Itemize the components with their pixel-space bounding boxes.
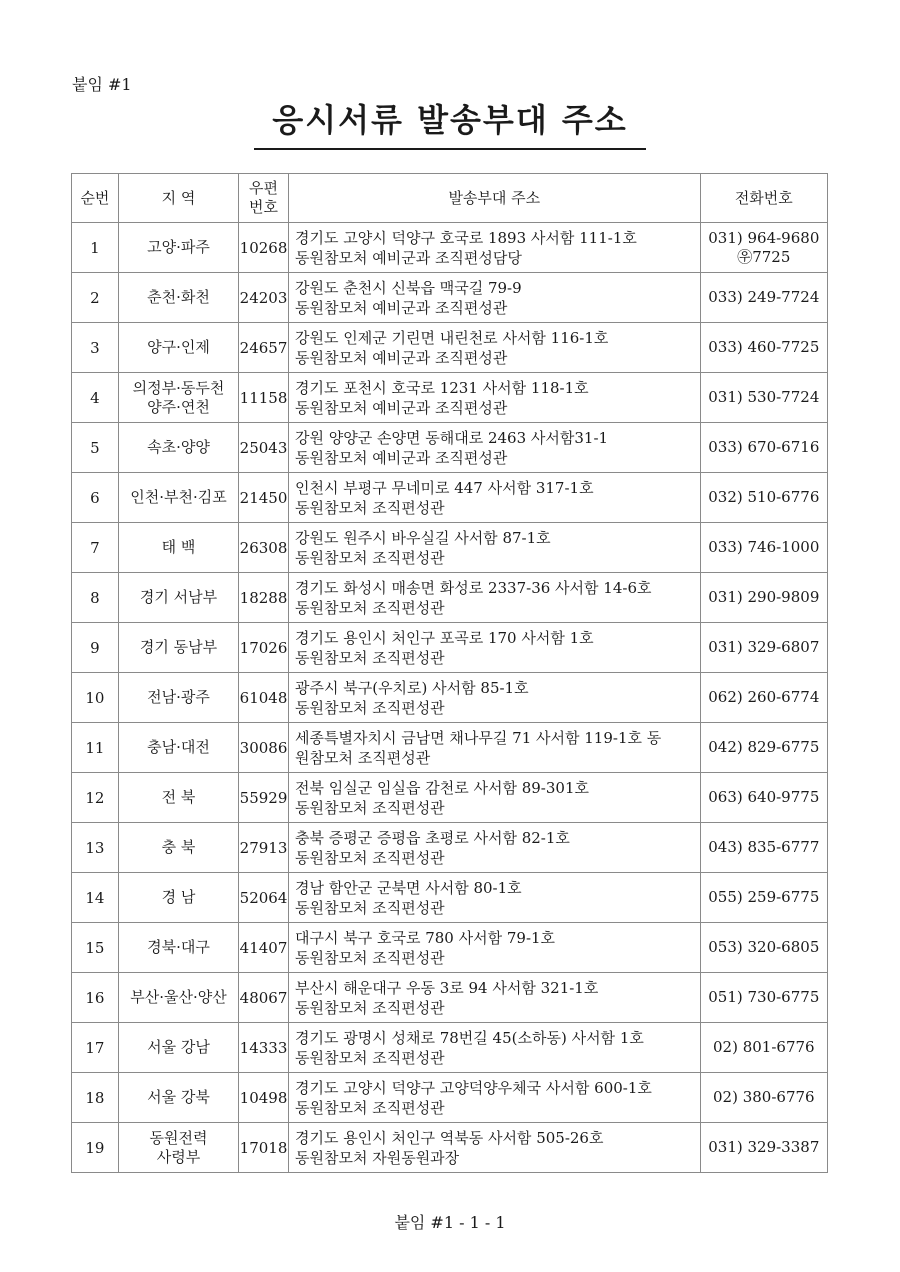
row-address-line2: 동원참모처 조직편성관 — [295, 998, 445, 1017]
row-phone-line2: ㉾7725 — [737, 247, 791, 266]
row-address-line2: 동원참모처 조직편성관 — [295, 898, 445, 917]
row-address-line2: 동원참모처 조직편성관 — [295, 948, 445, 967]
row-address-line1: 경기도 고양시 덕양구 고양덕양우체국 사서함 600-1호 — [295, 1078, 652, 1097]
row-address-line1: 경기도 광명시 성채로 78번길 45(소하동) 사서함 1호 — [295, 1028, 644, 1047]
row-phone-line1: 031) 290-9809 — [708, 588, 820, 606]
table-row — [72, 723, 828, 773]
row-address — [289, 1023, 701, 1073]
row-region — [118, 523, 238, 573]
row-address — [289, 673, 701, 723]
header-region: 지 역 — [118, 174, 238, 223]
row-region — [118, 373, 238, 423]
row-phone — [700, 773, 827, 823]
row-region-line1: 부산·울산·양산 — [130, 988, 227, 1006]
row-address-line1: 강원 양양군 손양면 동해대로 2463 사서함31-1 — [295, 428, 609, 447]
row-region-line1: 동원전력 — [149, 1128, 208, 1147]
row-address — [289, 623, 701, 673]
row-address — [289, 1073, 701, 1123]
row-zip: 14333 — [239, 1023, 289, 1073]
row-address-line2: 동원참모처 조직편성관 — [295, 698, 445, 717]
row-phone — [700, 473, 827, 523]
row-address — [289, 873, 701, 923]
row-number: 14 — [72, 873, 119, 923]
row-region-line1: 양구·인제 — [147, 338, 210, 356]
row-phone-line1: 033) 460-7725 — [708, 338, 820, 356]
row-phone-line1: 053) 320-6805 — [708, 938, 820, 956]
table-row — [72, 473, 828, 523]
row-region — [118, 723, 238, 773]
row-phone — [700, 723, 827, 773]
table-row — [72, 323, 828, 373]
row-number: 6 — [72, 473, 119, 523]
row-phone — [700, 223, 827, 273]
row-region — [118, 1023, 238, 1073]
row-zip: 24657 — [239, 323, 289, 373]
row-address-line2: 동원참모처 조직편성관 — [295, 498, 445, 517]
row-zip: 18288 — [239, 573, 289, 623]
row-phone — [700, 273, 827, 323]
title-underline — [254, 148, 646, 150]
row-region-line1: 고양·파주 — [147, 238, 210, 256]
row-region-line1: 경 남 — [161, 888, 196, 906]
row-phone — [700, 923, 827, 973]
table-row — [72, 823, 828, 873]
header-zip-line1: 우편 — [249, 179, 279, 197]
row-region-line1: 경기 동남부 — [139, 638, 218, 656]
row-region-line1: 서울 강남 — [147, 1038, 210, 1056]
row-number: 16 — [72, 973, 119, 1023]
row-region-line1: 속초·양양 — [147, 438, 210, 456]
row-address-line1: 경기도 용인시 처인구 포곡로 170 사서함 1호 — [295, 628, 594, 647]
row-region — [118, 473, 238, 523]
row-region-line1: 춘천·화천 — [147, 288, 210, 306]
row-address-line1: 강원도 춘천시 신북읍 맥국길 79-9 — [295, 278, 522, 297]
row-address — [289, 423, 701, 473]
row-region — [118, 773, 238, 823]
row-phone — [700, 373, 827, 423]
row-region-line1: 전남·광주 — [147, 688, 210, 706]
table-row — [72, 223, 828, 273]
row-address-line1: 충북 증평군 증평읍 초평로 사서함 82-1호 — [295, 828, 570, 847]
row-region-line1: 의정부·동두천 — [132, 378, 225, 397]
row-region — [118, 823, 238, 873]
row-address-line2: 동원참모처 예비군과 조직편성관 — [295, 348, 508, 367]
row-region-line1: 충남·대전 — [147, 738, 210, 756]
row-zip: 26308 — [239, 523, 289, 573]
row-phone — [700, 1073, 827, 1123]
row-zip: 10268 — [239, 223, 289, 273]
row-region-line2: 양주·연천 — [147, 397, 210, 416]
row-address-line2: 동원참모처 조직편성관 — [295, 1048, 445, 1067]
row-region — [118, 873, 238, 923]
row-zip: 17026 — [239, 623, 289, 673]
row-address — [289, 1123, 701, 1173]
row-address-line2: 동원참모처 조직편성관 — [295, 798, 445, 817]
row-address — [289, 973, 701, 1023]
row-number: 8 — [72, 573, 119, 623]
row-address-line1: 강원도 인제군 기린면 내린천로 사서함 116-1호 — [295, 328, 609, 347]
row-zip: 61048 — [239, 673, 289, 723]
table-row — [72, 273, 828, 323]
table-row — [72, 1123, 828, 1173]
table-row — [72, 973, 828, 1023]
row-number: 5 — [72, 423, 119, 473]
row-address — [289, 373, 701, 423]
table-row — [72, 873, 828, 923]
row-phone — [700, 673, 827, 723]
row-address-line2: 동원참모처 조직편성관 — [295, 648, 445, 667]
table-row — [72, 1073, 828, 1123]
table-row — [72, 773, 828, 823]
row-address-line2: 동원참모처 조직편성관 — [295, 1098, 445, 1117]
row-address — [289, 773, 701, 823]
row-number: 15 — [72, 923, 119, 973]
table-row — [72, 373, 828, 423]
table-body — [72, 223, 828, 1173]
row-address-line1: 경기도 화성시 매송면 화성로 2337-36 사서함 14-6호 — [295, 578, 652, 597]
document-title-container — [254, 96, 646, 144]
row-phone-line1: 032) 510-6776 — [708, 488, 820, 506]
table-row — [72, 623, 828, 673]
header-address: 발송부대 주소 — [289, 174, 701, 223]
row-zip: 27913 — [239, 823, 289, 873]
table-row — [72, 523, 828, 573]
row-region-line1: 서울 강북 — [147, 1088, 210, 1106]
row-address-line2: 동원참모처 조직편성관 — [295, 598, 445, 617]
row-address-line1: 광주시 북구(우치로) 사서함 85-1호 — [295, 678, 529, 697]
row-zip: 10498 — [239, 1073, 289, 1123]
header-phone: 전화번호 — [700, 174, 827, 223]
row-region — [118, 1123, 238, 1173]
row-region — [118, 923, 238, 973]
row-address-line1: 세종특별자치시 금남면 채나무길 71 사서함 119-1호 동 — [295, 728, 662, 747]
row-region — [118, 673, 238, 723]
row-number: 12 — [72, 773, 119, 823]
row-phone-line1: 031) 329-6807 — [708, 638, 820, 656]
row-phone — [700, 973, 827, 1023]
row-number: 7 — [72, 523, 119, 573]
row-number: 2 — [72, 273, 119, 323]
row-phone-line1: 02) 801-6776 — [713, 1038, 815, 1056]
row-address-line2: 동원참모처 예비군과 조직편성담당 — [295, 248, 522, 267]
row-address-line1: 대구시 북구 호국로 780 사서함 79-1호 — [295, 928, 556, 947]
row-address-line1: 인천시 부평구 무네미로 447 사서함 317-1호 — [295, 478, 594, 497]
row-zip: 41407 — [239, 923, 289, 973]
row-address — [289, 923, 701, 973]
table-row — [72, 923, 828, 973]
row-phone-line1: 031) 329-3387 — [708, 1138, 820, 1156]
row-address-line2: 동원참모처 예비군과 조직편성관 — [295, 398, 508, 417]
row-address-line1: 경기도 용인시 처인구 역북동 사서함 505-26호 — [295, 1128, 604, 1147]
row-address-line1: 경기도 고양시 덕양구 호국로 1893 사서함 111-1호 — [295, 228, 637, 247]
row-phone — [700, 573, 827, 623]
row-phone — [700, 1023, 827, 1073]
table-row — [72, 673, 828, 723]
row-address — [289, 273, 701, 323]
row-phone — [700, 523, 827, 573]
row-address-line2: 동원참모처 조직편성관 — [295, 548, 445, 567]
row-region-line1: 경북·대구 — [147, 938, 210, 956]
row-address-line2: 동원참모처 예비군과 조직편성관 — [295, 448, 508, 467]
header-zip-line2: 번호 — [249, 198, 279, 216]
row-region — [118, 323, 238, 373]
row-address — [289, 723, 701, 773]
row-address — [289, 823, 701, 873]
row-region-line1: 충 북 — [161, 838, 196, 856]
row-region — [118, 623, 238, 673]
row-region-line1: 경기 서남부 — [139, 588, 218, 606]
row-zip: 55929 — [239, 773, 289, 823]
row-address-line2: 동원참모처 자원동원과장 — [295, 1148, 460, 1167]
row-address-line2: 원참모처 조직편성관 — [295, 748, 431, 767]
row-zip: 11158 — [239, 373, 289, 423]
document-title: 응시서류 발송부대 주소 — [272, 101, 628, 139]
row-region — [118, 423, 238, 473]
row-number: 17 — [72, 1023, 119, 1073]
row-phone-line1: 033) 249-7724 — [708, 288, 820, 306]
row-region-line2: 사령부 — [156, 1147, 201, 1166]
row-phone-line1: 062) 260-6774 — [708, 688, 820, 706]
row-address-line2: 동원참모처 예비군과 조직편성관 — [295, 298, 508, 317]
row-address — [289, 223, 701, 273]
row-number: 1 — [72, 223, 119, 273]
row-phone-line1: 02) 380-6776 — [713, 1088, 815, 1106]
row-region — [118, 1073, 238, 1123]
row-phone-line1: 033) 746-1000 — [708, 538, 820, 556]
table-header-row — [72, 174, 828, 223]
row-number: 11 — [72, 723, 119, 773]
row-zip: 24203 — [239, 273, 289, 323]
row-address-line1: 전북 임실군 임실읍 감천로 사서함 89-301호 — [295, 778, 589, 797]
row-address-line1: 부산시 해운대구 우동 3로 94 사서함 321-1호 — [295, 978, 599, 997]
row-phone-line1: 042) 829-6775 — [708, 738, 820, 756]
row-region — [118, 223, 238, 273]
page-footer: 붙임 #1 - 1 - 1 — [394, 1213, 506, 1232]
row-region-line1: 인천·부천·김포 — [130, 488, 227, 506]
row-phone-line1: 031) 964-9680 — [708, 228, 820, 247]
row-number: 10 — [72, 673, 119, 723]
address-table — [71, 173, 828, 1173]
row-region-line1: 전 북 — [161, 788, 196, 806]
row-number: 9 — [72, 623, 119, 673]
row-address-line1: 강원도 원주시 바우실길 사서함 87-1호 — [295, 528, 551, 547]
header-zip — [239, 174, 289, 223]
row-zip: 21450 — [239, 473, 289, 523]
row-address-line1: 경남 함안군 군북면 사서함 80-1호 — [295, 878, 522, 897]
row-region — [118, 973, 238, 1023]
row-phone-line1: 051) 730-6775 — [708, 988, 820, 1006]
row-address-line2: 동원참모처 조직편성관 — [295, 848, 445, 867]
row-number: 4 — [72, 373, 119, 423]
row-phone-line1: 031) 530-7724 — [708, 388, 820, 406]
row-phone-line1: 055) 259-6775 — [708, 888, 820, 906]
row-zip: 52064 — [239, 873, 289, 923]
row-phone — [700, 823, 827, 873]
row-number: 19 — [72, 1123, 119, 1173]
row-address-line1: 경기도 포천시 호국로 1231 사서함 118-1호 — [295, 378, 589, 397]
header-no: 순번 — [72, 174, 119, 223]
row-address — [289, 323, 701, 373]
row-zip: 30086 — [239, 723, 289, 773]
row-number: 13 — [72, 823, 119, 873]
row-region — [118, 573, 238, 623]
row-address — [289, 573, 701, 623]
row-address — [289, 523, 701, 573]
row-phone — [700, 423, 827, 473]
table-row — [72, 573, 828, 623]
row-zip: 25043 — [239, 423, 289, 473]
row-phone — [700, 873, 827, 923]
row-phone — [700, 323, 827, 373]
row-number: 3 — [72, 323, 119, 373]
row-zip: 48067 — [239, 973, 289, 1023]
row-region-line1: 태 백 — [161, 538, 196, 556]
row-number: 18 — [72, 1073, 119, 1123]
row-zip: 17018 — [239, 1123, 289, 1173]
attachment-label: 붙임 #1 — [72, 75, 132, 94]
row-phone — [700, 1123, 827, 1173]
row-phone-line1: 063) 640-9775 — [708, 788, 820, 806]
row-region — [118, 273, 238, 323]
table-row — [72, 423, 828, 473]
row-phone — [700, 623, 827, 673]
row-address — [289, 473, 701, 523]
row-phone-line1: 043) 835-6777 — [708, 838, 820, 856]
table-row — [72, 1023, 828, 1073]
row-phone-line1: 033) 670-6716 — [708, 438, 820, 456]
